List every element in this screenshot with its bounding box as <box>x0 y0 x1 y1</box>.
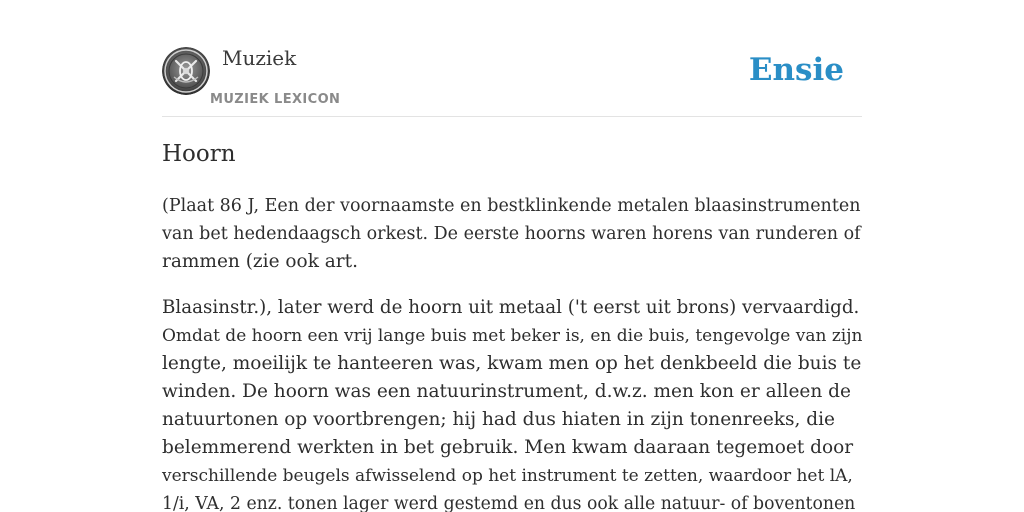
article-paragraph <box>162 192 862 276</box>
paragraph-line: Omdat de hoorn een vrij lange buis met beker is, en die buis, tengevolge van zijn <box>162 326 863 346</box>
trumpet-emblem-icon <box>162 47 210 95</box>
article-title: Hoorn <box>162 141 236 167</box>
paragraph-line: verschillende beugels afwisselend op het instrument te zetten, waardoor het lA, <box>162 466 853 486</box>
source-title[interactable]: Muziek <box>222 46 297 70</box>
paragraph-line: natuurtonen op voortbrengen; hij had dus hiaten in zijn tonenreeks, die <box>162 409 835 430</box>
paragraph-line: (Plaat 86 J, Een der voornaamste en bestklinkende metalen blaasinstrumenten <box>162 196 861 216</box>
paragraph-line: van bet hedendaagsch orkest. De eerste hoorns waren horens van runderen of <box>162 224 861 244</box>
source-header <box>162 46 862 117</box>
paragraph-line: Blaasinstr.), later werd de hoorn uit metaal ('t eerst uit brons) vervaardigd. <box>162 297 860 318</box>
paragraph-line: rammen (zie ook art. <box>162 251 358 272</box>
paragraph-line: lengte, moeilijk te hanteeren was, kwam men op het denkbeeld die buis te <box>162 353 862 374</box>
paragraph-line: 1/i, VA, 2 enz. tonen lager werd gestemd en dus ook alle natuur- of boventonen <box>162 494 856 512</box>
source-subtitle: MUZIEK LEXICON <box>210 92 341 107</box>
article-body <box>162 192 862 512</box>
brand-logo[interactable]: Ensie <box>748 52 844 88</box>
avatar[interactable] <box>162 47 210 95</box>
paragraph-line: winden. De hoorn was een natuurinstrument, d.w.z. men kon er alleen de <box>162 381 851 402</box>
paragraph-line: belemmerend werkten in bet gebruik. Men kwam daaraan tegemoet door <box>162 437 854 458</box>
article-paragraph <box>162 294 862 512</box>
